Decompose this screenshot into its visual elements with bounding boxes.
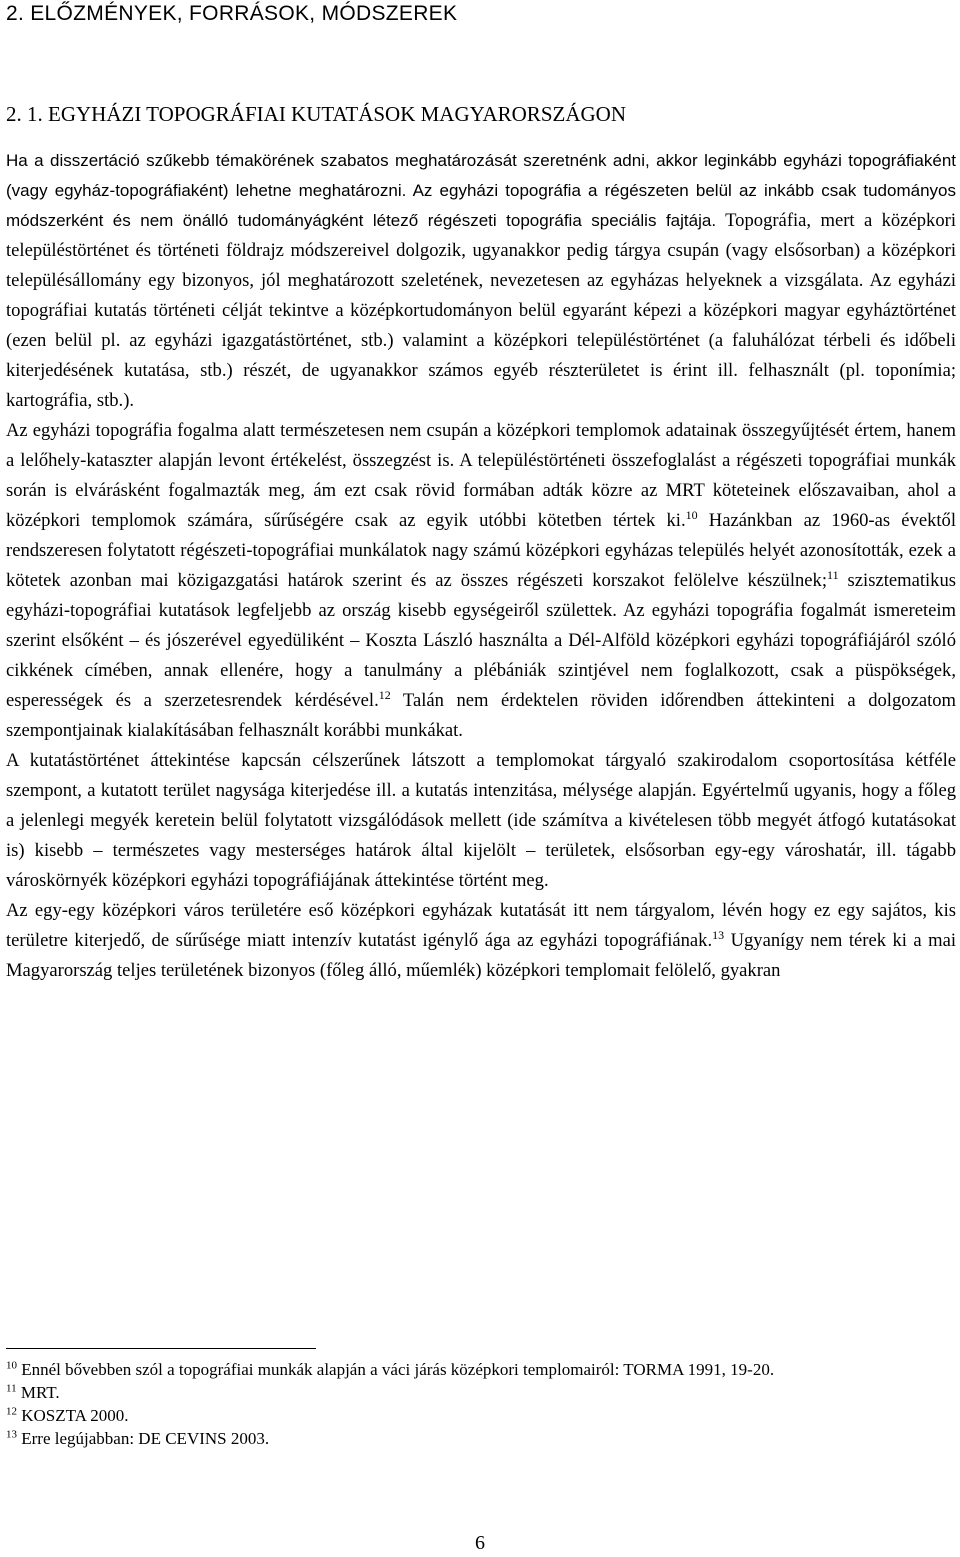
footnote-text: KOSZTA 2000. [21,1406,129,1425]
footnote-ref[interactable]: 10 [685,507,698,522]
footnote-number: 13 [6,1428,17,1441]
paragraph-4-part-b: Ugyanígy nem térek ki a mai Magyarország teljes területének bizonyos (főleg álló, műemlék) középkori templomait felölelő, gyakran [6,930,957,981]
paragraph-2-part-a: Az egyházi topográfia fogalma alatt természetesen nem csupán a középkori templomok adatainak összegyűjtését értem, hanem a lelőhely-kataszter alapján levont értékelést, összegzést is. A településtörténeti összefoglalást a régészeti topográfiai munkák során is elvárásként fogalmazták meg, ám ezt csak rövid formában adták közre az MRT köteteinek előszavaiban, ahol a középkori templomok számára, sűrűségére csak az egyik utóbbi kötetben tértek ki. [6,420,956,531]
footnote-ref[interactable]: 12 [378,687,391,702]
footnote-divider [6,1348,316,1349]
footnote [6,1381,956,1404]
footnote-ref[interactable]: 13 [712,927,725,942]
section-title: 2. 1. EGYHÁZI TOPOGRÁFIAI KUTATÁSOK MAGYARORSZÁGON [6,102,626,126]
footnotes [6,1358,956,1450]
chapter-title: 2. ELŐZMÉNYEK, FORRÁSOK, MÓDSZEREK [6,2,458,25]
footnote-number: 12 [6,1405,17,1418]
paragraph-2-part-d: Talán nem érdektelen röviden időrendben áttekinteni a dolgozatom szempontjainak kialakításában felhasznált korábbi munkákat. [6,690,956,741]
footnote-text: Erre legújabban: DE CEVINS 2003. [21,1429,270,1448]
footnote-text: MRT. [20,1383,60,1402]
footnote-ref[interactable]: 11 [827,567,839,582]
paragraph-3: A kutatástörténet áttekintése kapcsán célszerűnek látszott a templomokat tárgyaló szakirodalom csoportosítása kétféle szempont, a kutatott terület nagysága kiterjedése ill. a kutatás intenzitása, mélysége alapján. Egyértelmű ugyanis, hogy a főleg a jelenlegi megyék keretein belül folytatott vizsgálódások mellett (ide számítva a kivételesen több megyét átfogó kutatásokat is) kisebb – természetes vagy mesterséges határok által kijelölt – területek, elsősorban egy-egy városhatár, ill. tágabb városkörnyék középkori egyházi topográfiájának áttekintése történt meg. [6,750,956,891]
paragraph-2 [6,416,956,746]
footnote-number: 10 [6,1359,17,1372]
paragraph-1 [6,146,956,416]
paragraph-2-part-b: Hazánkban az 1960-as évektől rendszeresen folytatott régészeti-topográfiai munkálatok nagy számú középkori egyházas település helyét azonosították, ezek a kötetek azonban mai közigazgatási határok szerint és az összes régészeti korszakot felölelve készülnek; [6,510,957,591]
page-number: 6 [475,1532,485,1554]
footnote [6,1427,956,1450]
paragraph-1-serif: Topográfia, mert a középkori településtörténet és történeti földrajz módszereivel dolgozik, ugyanakkor pedig tárgya csupán (vagy elsősorban) a középkori településállomány egy bizonyos, jól meghatározott szeletének, nevezetesen az egyházas helyeknek a vizsgálata. Az egyházi topográfiai kutatás történeti célját tekintve a középkortudományon belül egyaránt képezi a középkori magyar egyháztörténet (ezen belül pl. az egyházi igazgatástörténet, stb.) valamint a középkori településtörténet (a faluhálózat térbeli és időbeli kiterjedésének kutatása, stb.) részét, de ugyanakkor számos egyéb részterületet is érint ill. felhasznált (pl. toponímia; kartográfia, stb.). [6,210,956,411]
paragraph-1-sans: Ha a disszertáció szűkebb témakörének szabatos meghatározását szeretnénk adni, akkor leginkább egyházi topográfiaként (vagy egyház-topográfiaként) lehetne meghatározni. Az egyházi topográfia a régészeten belül az inkább csak tudományos módszerként és nem önálló tudományágként létező régészeti topográfia speciális fajtája. [6,151,956,230]
paragraph-4 [6,896,956,986]
paragraph-4-part-a: Az egy-egy középkori város területére eső középkori egyházak kutatását itt nem tárgyalom, lévén hogy ez egy sajátos, kis területre kiterjedő, de sűrűsége miatt intenzív kutatást igénylő ága az egyházi topográfiának. [6,900,956,951]
body-text [6,146,956,986]
footnote-text: Ennél bővebben szól a topográfiai munkák alapján a váci járás középkori templomairól: TORMA 1991, 19-20. [21,1360,775,1379]
footnote [6,1404,956,1427]
paragraph-2-part-c: szisztematikus egyházi-topográfiai kutatások legfeljebb az ország kisebb egységeiről születtek. Az egyházi topográfia fogalmát ismereteim szerint elsőként – és jószerével egyedüliként – Koszta László használta a Dél-Alföld középkori egyházi topográfiájáról szóló cikkének címében, annak ellenére, hogy a tanulmány a plébániák szintjével nem foglalkozott, csak a püspökségek, esperességek és a szerzetesrendek kérdésével. [6,570,956,711]
footnote-number: 11 [6,1382,17,1395]
footnote [6,1358,956,1381]
